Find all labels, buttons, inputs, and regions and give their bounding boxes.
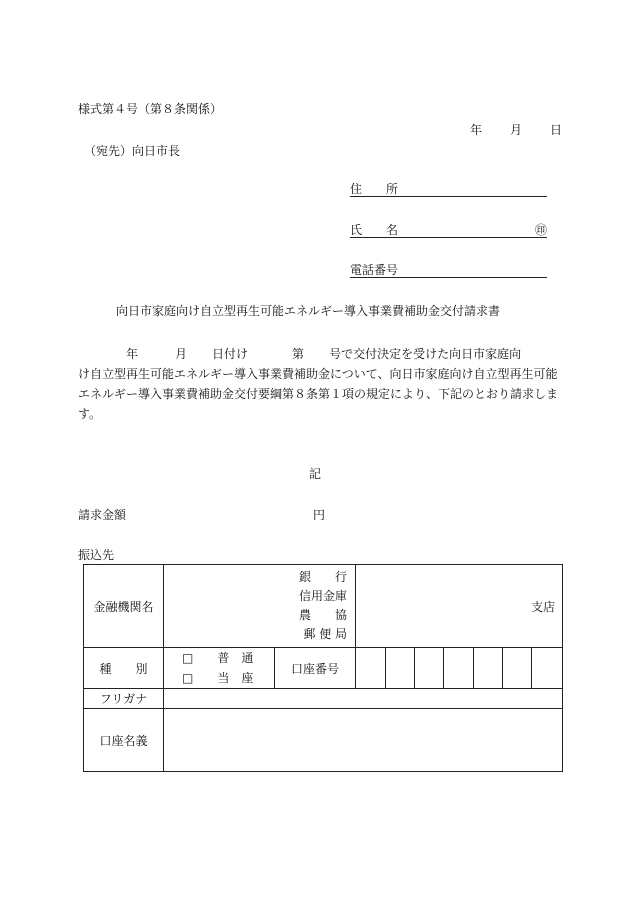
institution-types[interactable] <box>164 565 356 648</box>
account-digit-6[interactable] <box>503 648 532 689</box>
branch-label: 支店 <box>531 599 556 614</box>
type-label: 種 別 <box>84 648 164 689</box>
account-number-label: 口座番号 <box>275 648 356 689</box>
holder-label: 口座名義 <box>84 709 164 772</box>
phone-field[interactable] <box>350 263 547 278</box>
body-line-4: す。 <box>78 407 102 421</box>
account-digit-1[interactable] <box>356 648 386 689</box>
type-shinkin: 信用金庫 <box>299 589 348 603</box>
body-line-3: エネルギー導入事業費補助金交付要綱第８条第１項の規定により、下記のとおり請求しま <box>78 387 559 401</box>
holder-row <box>84 709 563 772</box>
account-digit-5[interactable] <box>474 648 503 689</box>
amount-label: 請求金額 <box>78 508 127 522</box>
transfer-label: 振込先 <box>78 548 115 562</box>
form-id: 様式第４号（第８条関係） <box>78 102 223 116</box>
account-digit-4[interactable] <box>444 648 474 689</box>
checkbox-touza[interactable]: □ 当 座 <box>182 671 254 685</box>
amount-unit: 円 <box>313 508 326 522</box>
addressee: （宛先）向日市長 <box>84 144 181 158</box>
furigana-label: フリガナ <box>84 689 164 709</box>
bank-table <box>83 564 563 772</box>
checkbox-futsu[interactable]: □ 普 通 <box>182 651 254 665</box>
account-digit-3[interactable] <box>415 648 444 689</box>
type-nokyo: 農 協 <box>299 608 348 622</box>
account-digit-7[interactable] <box>532 648 563 689</box>
account-type-row <box>84 648 563 689</box>
furigana-row <box>84 689 563 709</box>
account-type-options[interactable] <box>164 648 275 689</box>
date-year: 年 <box>470 123 483 137</box>
document-title: 向日市家庭向け自立型再生可能エネルギー導入事業費補助金交付請求書 <box>116 304 501 318</box>
date-day: 日 <box>550 123 563 137</box>
date-month: 月 <box>510 123 523 137</box>
address-field[interactable] <box>350 182 547 197</box>
institution-row <box>84 565 563 648</box>
branch-field[interactable] <box>356 565 563 648</box>
holder-field[interactable] <box>164 709 563 772</box>
date-line <box>470 123 562 137</box>
furigana-field[interactable] <box>164 689 563 709</box>
type-bank: 銀 行 <box>299 570 348 584</box>
institution-label: 金融機関名 <box>84 565 164 648</box>
phone-label: 電話番号 <box>350 263 399 277</box>
type-post: 郵 便 局 <box>303 627 348 641</box>
name-field[interactable] <box>350 223 547 238</box>
address-label: 住 所 <box>350 182 399 196</box>
ki-heading: 記 <box>309 467 322 481</box>
seal-mark: ㊞ <box>534 223 547 237</box>
body-line-1: 年 月 日付け 第 号で交付決定を受けた向日市家庭向 <box>126 347 522 361</box>
name-label: 氏 名 <box>350 223 399 237</box>
body-line-2: け自立型再生可能エネルギー導入事業費補助金について、向日市家庭向け自立型再生可能 <box>78 367 558 381</box>
account-digit-2[interactable] <box>386 648 415 689</box>
